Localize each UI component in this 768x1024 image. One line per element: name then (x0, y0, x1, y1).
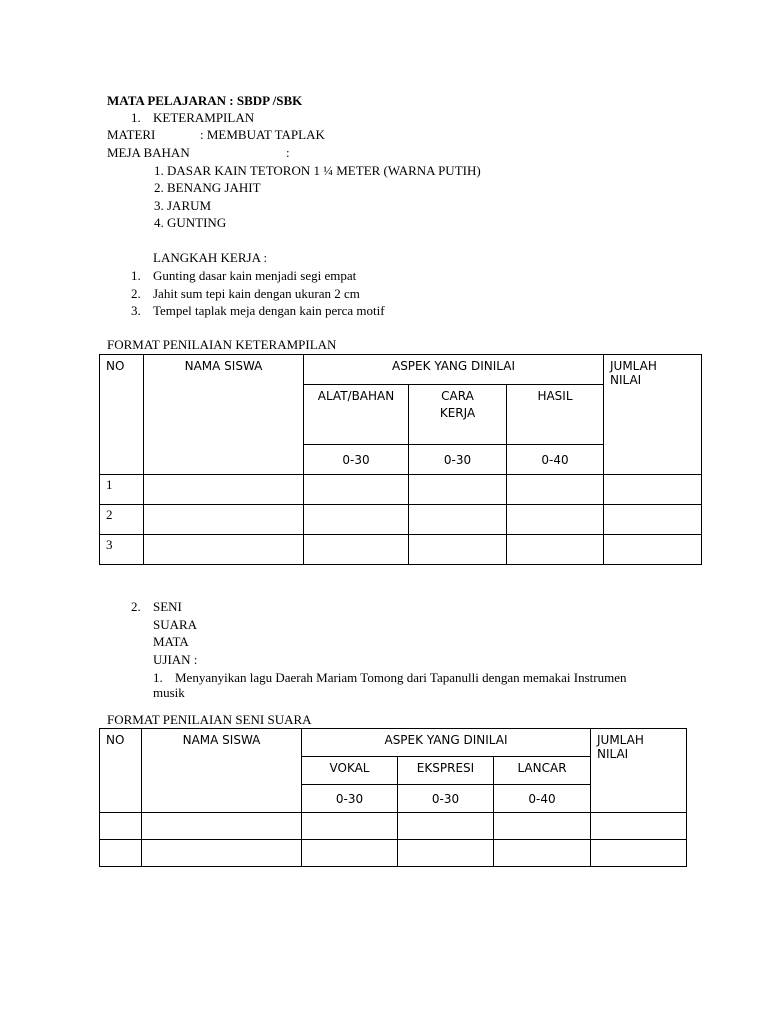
range-lancar: 0-40 (494, 785, 591, 813)
cell-nama[interactable] (144, 535, 304, 565)
table-row (100, 840, 687, 867)
sub-kerja: KERJA (439, 406, 476, 420)
section2-line: SUARA (153, 617, 198, 632)
material-item: 2. BENANG JAHIT (154, 180, 261, 195)
cell-jumlah[interactable] (604, 505, 702, 535)
cell-no[interactable] (100, 840, 142, 867)
section2-item-text-cont: musik (153, 685, 185, 700)
cell-lancar[interactable] (494, 813, 591, 840)
cell-nama[interactable] (144, 475, 304, 505)
sub-hasil: HASIL (507, 385, 604, 445)
header-nilai: NILAI (610, 373, 642, 387)
sub-alat-bahan: ALAT/BAHAN (304, 385, 409, 445)
step-number: 3. (131, 303, 141, 318)
cell-ekspresi[interactable] (398, 813, 494, 840)
cell-jumlah[interactable] (591, 840, 687, 867)
step-number: 1. (131, 268, 141, 283)
range-alat-bahan: 0-30 (304, 445, 409, 475)
step-text: Gunting dasar kain menjadi segi empat (153, 268, 357, 283)
section2-item-number: 1. (153, 670, 163, 685)
sub-cara: CARA (441, 389, 474, 403)
cell-ekspresi[interactable] (398, 840, 494, 867)
section1-number: 1. (131, 110, 141, 125)
table-row (100, 505, 702, 535)
cell-alat-bahan[interactable] (304, 475, 409, 505)
sub-ekspresi: EKSPRESI (398, 757, 494, 785)
range-hasil: 0-40 (507, 445, 604, 475)
header-jumlah-nilai (604, 355, 702, 475)
sub-cara-kerja (409, 385, 507, 445)
cell-lancar[interactable] (494, 840, 591, 867)
cell-nama[interactable] (142, 813, 302, 840)
table1-caption: FORMAT PENILAIAN KETERAMPILAN (107, 337, 337, 352)
cell-jumlah[interactable] (604, 535, 702, 565)
step-text: Tempel taplak meja dengan kain perca motif (153, 303, 385, 318)
cell-cara-kerja[interactable] (409, 475, 507, 505)
cell-jumlah[interactable] (591, 813, 687, 840)
sub-lancar: LANCAR (494, 757, 591, 785)
steps-title: LANGKAH KERJA : (153, 250, 268, 265)
cell-cara-kerja[interactable] (409, 505, 507, 535)
bahan-colon: : (286, 145, 290, 160)
step-text: Jahit sum tepi kain dengan ukuran 2 cm (153, 286, 360, 301)
header-jumlah: JUMLAH (610, 359, 657, 373)
materi-value: : MEMBUAT TAPLAK (200, 127, 325, 142)
cell-vokal[interactable] (302, 840, 398, 867)
header-nama-siswa: NAMA SISWA (142, 729, 302, 813)
row-number: 2 (100, 505, 144, 535)
cell-hasil[interactable] (507, 505, 604, 535)
sub-vokal: VOKAL (302, 757, 398, 785)
cell-hasil[interactable] (507, 475, 604, 505)
section1-title: KETERAMPILAN (153, 110, 255, 125)
table-row (100, 535, 702, 565)
table-row (100, 813, 687, 840)
section2-number: 2. (131, 599, 141, 614)
table-row (100, 475, 702, 505)
materi-label: MATERI (107, 127, 156, 142)
section2-line: SENI (153, 599, 182, 614)
section2-item-text: Menyanyikan lagu Daerah Mariam Tomong dari Tapanulli dengan memakai Instrumen (175, 670, 627, 685)
row-number: 3 (100, 535, 144, 565)
material-item: 1. DASAR KAIN TETORON 1 ¼ METER (WARNA PUTIH) (154, 163, 481, 178)
keterampilan-table (99, 354, 702, 565)
material-item: 3. JARUM (154, 198, 212, 213)
cell-alat-bahan[interactable] (304, 535, 409, 565)
header-jumlah-nilai (591, 729, 687, 813)
table2-caption: FORMAT PENILAIAN SENI SUARA (107, 712, 312, 727)
header-nama-siswa: NAMA SISWA (144, 355, 304, 475)
cell-jumlah[interactable] (604, 475, 702, 505)
header-aspek: ASPEK YANG DINILAI (304, 355, 604, 385)
material-item: 4. GUNTING (154, 215, 227, 230)
section2-line: MATA (153, 634, 189, 649)
header-no: NO (100, 729, 142, 813)
header-jumlah: JUMLAH (597, 733, 644, 747)
cell-hasil[interactable] (507, 535, 604, 565)
range-vokal: 0-30 (302, 785, 398, 813)
row-number: 1 (100, 475, 144, 505)
seni-suara-table (99, 728, 687, 867)
range-ekspresi: 0-30 (398, 785, 494, 813)
cell-no[interactable] (100, 813, 142, 840)
header-no: NO (100, 355, 144, 475)
cell-nama[interactable] (142, 840, 302, 867)
cell-nama[interactable] (144, 505, 304, 535)
step-number: 2. (131, 286, 141, 301)
header-nilai: NILAI (597, 747, 629, 761)
cell-vokal[interactable] (302, 813, 398, 840)
cell-alat-bahan[interactable] (304, 505, 409, 535)
bahan-label: MEJA BAHAN (107, 145, 190, 160)
range-cara-kerja: 0-30 (409, 445, 507, 475)
subject-heading: MATA PELAJARAN : SBDP /SBK (107, 93, 303, 108)
cell-cara-kerja[interactable] (409, 535, 507, 565)
section2-line: UJIAN : (153, 652, 198, 667)
header-aspek: ASPEK YANG DINILAI (302, 729, 591, 757)
